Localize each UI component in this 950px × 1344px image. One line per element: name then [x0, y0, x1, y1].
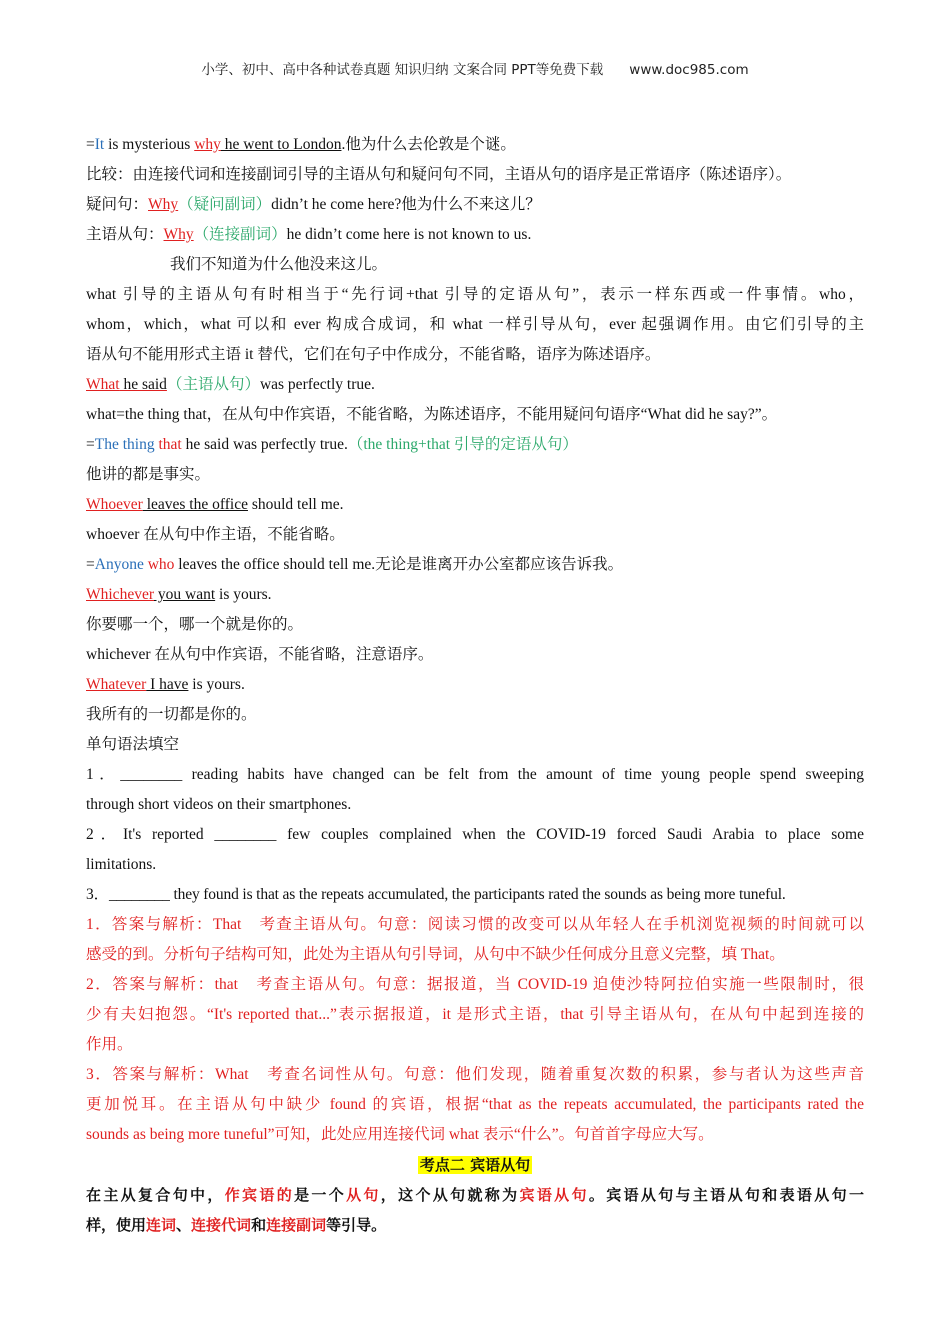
header-text: 小学、初中、高中各种试卷真题 知识归纳 文案合同 PPT等免费下载 — [201, 62, 604, 78]
line-what-desc-2: whom，which，what 可以和 ever 构成合成词，和 what 一样引导从句，ever 起强调作用。由它们引导的主 — [86, 316, 864, 333]
line-question: 疑问句：Why（疑问副词）didn’t he come here?他为什么不来这儿？ — [86, 196, 541, 213]
document-body — [86, 130, 864, 1240]
line-translation: 我们不知道为什么他没来这儿。 — [170, 256, 388, 273]
line-what-explain: what=the thing that，在从句中作宾语，不能省略，为陈述语序，不能用疑问句语序“What did he say?”。 — [86, 406, 778, 423]
line-what-desc-1: what 引导的主语从句有时相当于“先行词+that 引导的定语从句”，表示一样东西或一件事情。who， — [86, 286, 864, 303]
line-subject-clause: 主语从句：Why（连接副词）he didn’t come here is not known to us. — [86, 226, 532, 243]
question-3: 3．________ they found is that as the repeats accumulated, the participants rated the sounds as being more tuneful. — [86, 886, 786, 903]
object-clause-line-2: 样，使用连词、连接代词和连接副词等引导。 — [86, 1216, 387, 1234]
answer-1-line-2: 感受的到。分析句子结构可知，此处为主语从句引导词，从句中不缺少任何成分且意义完整，填 That。 — [86, 946, 785, 963]
line-the-thing: =The thing that he said was perfectly true.（the thing+that 引导的定语从句） — [86, 436, 578, 453]
question-2-line-2: limitations. — [86, 856, 157, 873]
answer-1-line-1: 1．答案与解析：That 考查主语从句。句意：阅读习惯的改变可以从年轻人在手机浏览视频的时间就可以 — [86, 916, 864, 933]
line-whichever-explain: whichever 在从句中作宾语，不能省略，注意语序。 — [86, 646, 434, 663]
line-compare: 比较：由连接代词和连接副词引导的主语从句和疑问句不同，主语从句的语序是正常语序（陈述语序）。 — [86, 166, 792, 183]
question-1-line-1: 1．________ reading habits have changed can be felt from the amount of time young people spend sweeping — [86, 766, 864, 783]
question-1-line-2: through short videos on their smartphones. — [86, 796, 352, 813]
line-whoever-example: Whoever leaves the office should tell me. — [86, 496, 344, 513]
section-title: 考点二 宾语从句 — [419, 1156, 531, 1174]
line-whoever-explain: whoever 在从句中作主语，不能省略。 — [86, 526, 345, 543]
answer-2-line-1: 2．答案与解析：that 考查主语从句。句意：据报道，当 COVID-19 迫使沙特阿拉伯实施一些限制时，很 — [86, 976, 864, 993]
line-translation-3: 你要哪一个，哪一个就是你的。 — [86, 616, 304, 633]
answer-3-line-2: 更加悦耳。在主语从句中缺少 found 的宾语，根据“that as the repeats accumulated, the participants rated the — [86, 1096, 864, 1113]
object-clause-line-1: 在主从复合句中，作宾语的是一个从句，这个从句就称为宾语从句。宾语从句与主语从句和表语从句一 — [86, 1186, 864, 1204]
answer-3-line-3: sounds as being more tuneful”可知，此处应用连接代词 what 表示“什么”。句首首字母应大写。 — [86, 1126, 714, 1143]
header-url[interactable]: www.doc985.com — [629, 62, 749, 78]
line-whichever-example: Whichever you want is yours. — [86, 586, 272, 603]
line-translation-4: 我所有的一切都是你的。 — [86, 706, 257, 723]
question-2-line-1: 2．It's reported ________ few couples complained when the COVID-19 forced Saudi Arabia to place some — [86, 826, 864, 843]
line-what-desc-3: 语从句不能用形式主语 it 替代，它们在句子中作成分，不能省略，语序为陈述语序。 — [86, 346, 661, 363]
line-anyone-example: =Anyone who leaves the office should tell me.无论是谁离开办公室都应该告诉我。 — [86, 556, 624, 573]
line-it-mysterious: =It is mysterious why he went to London.他为什么去伦敦是个谜。 — [86, 136, 516, 153]
line-whatever-example: Whatever I have is yours. — [86, 676, 245, 693]
line-translation-2: 他讲的都是事实。 — [86, 466, 211, 483]
line-what-example: What he said（主语从句）was perfectly true. — [86, 376, 375, 393]
exercise-heading: 单句语法填空 — [86, 736, 180, 753]
answer-2-line-3: 作用。 — [86, 1036, 133, 1053]
answer-2-line-2: 少有夫妇抱怨。“It's reported that...”表示据报道，it 是形式主语，that 引导主语从句，在从句中起到连接的 — [86, 1006, 864, 1023]
page-header — [0, 58, 950, 78]
answer-3-line-1: 3．答案与解析：What 考查名词性从句。句意：他们发现，随着重复次数的积累，参与者认为这些声音 — [86, 1066, 864, 1083]
